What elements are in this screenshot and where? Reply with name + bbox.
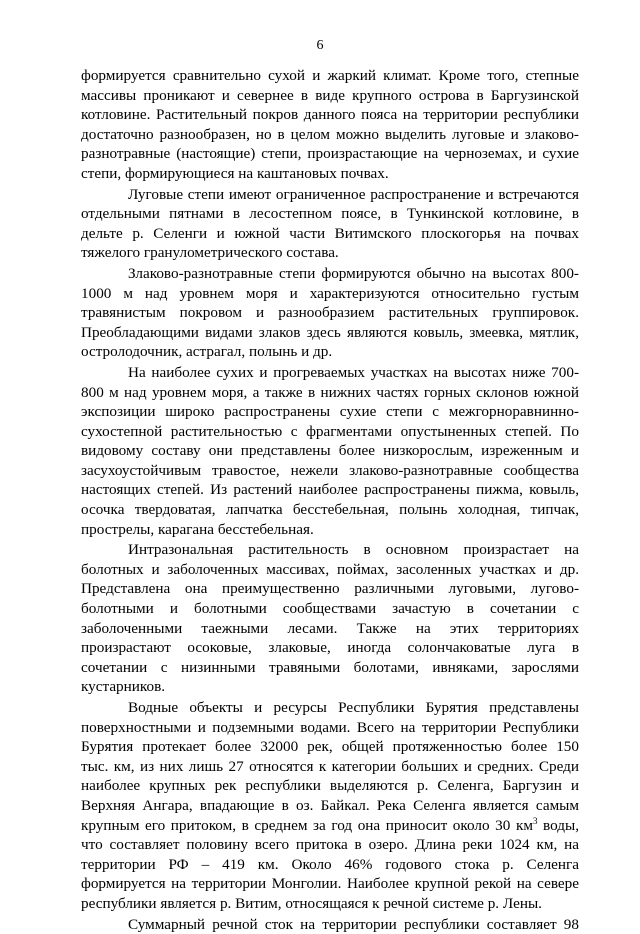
text-line: Суммарный речной сток на территории республики составляет 98: [128, 915, 579, 933]
paragraph: [81, 363, 579, 539]
text-line: прострелы, карагана бесстебельная.: [81, 520, 314, 538]
text-line: 800 м над уровнем моря, а также в нижних частях горных склонов южной: [81, 383, 579, 401]
text-line: формируется на территории Монголии. Наиболее крупной рекой на севере: [81, 875, 579, 893]
text-line: Интразональная растительность в основном произрастает на: [128, 541, 579, 559]
text-line: массивы проникают и севернее в виде крупного острова в Баргузинской: [81, 86, 579, 104]
text-line: республики является р. Витим, относящаяся к речной системе р. Лены.: [81, 894, 542, 912]
page-number: 6: [316, 38, 324, 53]
text-line: болотных и заболоченных массивах, поймах, засоленных участках и др.: [81, 560, 579, 578]
text-line: котловине. Растительный покров данного пояса на территории республики: [81, 106, 579, 124]
text-line: Бурятия протекает более 32000 рек, общей протяженностью более 150: [81, 738, 579, 756]
text-line: осочка твердоватая, лапчатка бесстебельная, полынь холодная, типчак,: [81, 501, 579, 519]
text-line: степи, формирующиеся на каштановых почвах.: [81, 164, 389, 182]
text-line: территории РФ – 419 км. Около 46% годового стока р. Селенга: [81, 855, 579, 873]
text-line: что составляет половину всего притока в озеро. Длина реки 1024 км, на: [81, 836, 579, 854]
paragraph: [81, 66, 579, 184]
superscript: 3: [532, 815, 538, 826]
text-line: Злаково-разнотравные степи формируются обычно на высотах 800-: [128, 264, 579, 282]
text-line: засухоустойчивым травостое, нежели злаково-разнотравные сообщества: [81, 461, 579, 479]
paragraph: [81, 185, 579, 263]
text-line: тыс. км, из них лишь 27 относятся к категории больших и средних. Среди: [81, 757, 579, 775]
text-line: сочетании с низинными травяными болотами, ивняками, зарослями: [81, 658, 579, 676]
text-line: На наиболее сухих и прогреваемых участках на высотах ниже 700-: [128, 363, 579, 381]
text-run: крупным его притоком, в среднем за год она приносит около 30 км: [81, 816, 533, 834]
text-line: Луговые степи имеют ограниченное распространение и встречаются: [128, 185, 579, 203]
text-line: кустарников.: [81, 678, 166, 696]
text-line: настоящих степей. Из растений наиболее распространены пижма, ковыль,: [81, 481, 579, 499]
body-text: [81, 66, 579, 934]
text-line: формируется сравнительно сухой и жаркий климат. Кроме того, степные: [81, 67, 579, 84]
text-run: воды,: [537, 816, 579, 834]
text-line: разнотравные (настоящие) степи, произрастающие на черноземах, и сухие: [81, 145, 579, 163]
text-line: [81, 816, 579, 836]
paragraph: [81, 540, 579, 697]
text-line: остролодочник, астрагал, полынь и др.: [81, 343, 333, 361]
text-line: достаточно разнообразен, но в целом можно выделить луговые и злаково-: [81, 125, 579, 143]
paragraph: [81, 264, 579, 362]
text-line: экспозиции широко распространены сухие степи с межгорноравнинно-: [81, 403, 579, 421]
text-line: Верхняя Ангара, впадающие в оз. Байкал. Река Селенга является самым: [81, 796, 579, 814]
text-line: отдельными пятнами в лесостепном поясе, в Тункинской котловине, в: [81, 205, 579, 223]
text-line: болотными и болотными сообществами зачастую в сочетании с: [81, 600, 579, 618]
text-line: Преобладающими видами злаков здесь являются ковыль, змеевка, мятлик,: [81, 323, 579, 341]
text-line: Представлена она преимущественно различными луговыми, лугово-: [81, 580, 579, 598]
paragraph: [81, 698, 579, 914]
text-line: Водные объекты и ресурсы Республики Бурятия представлены: [128, 699, 579, 716]
text-line: поверхностными и подземными водами. Всего на территории Республики: [81, 718, 579, 736]
text-line: 1000 м над уровнем моря и характеризуются относительно густым: [81, 284, 579, 302]
text-line: заболоченными таежными лесами. Также на этих территориях: [81, 619, 579, 637]
text-line: травянистым покровом и разнообразием растительных группировок.: [81, 304, 579, 322]
text-line: сухостепной растительностью с фрагментами опустыненных степей. По: [81, 422, 579, 440]
text-line: наиболее крупных рек республики выделяются р. Селенга, Баргузин и: [81, 777, 579, 795]
paragraph: [81, 915, 579, 934]
text-line: дельте р. Селенги и южной части Витимского плоскогорья на почвах: [81, 224, 579, 242]
text-line: произрастают осоковые, злаковые, иногда солончаковатые луга в: [81, 639, 579, 657]
text-line: видовому составу они представлены более низкорослым, изреженным и: [81, 442, 579, 460]
text-line: тяжелого гранулометрического состава.: [81, 244, 339, 262]
